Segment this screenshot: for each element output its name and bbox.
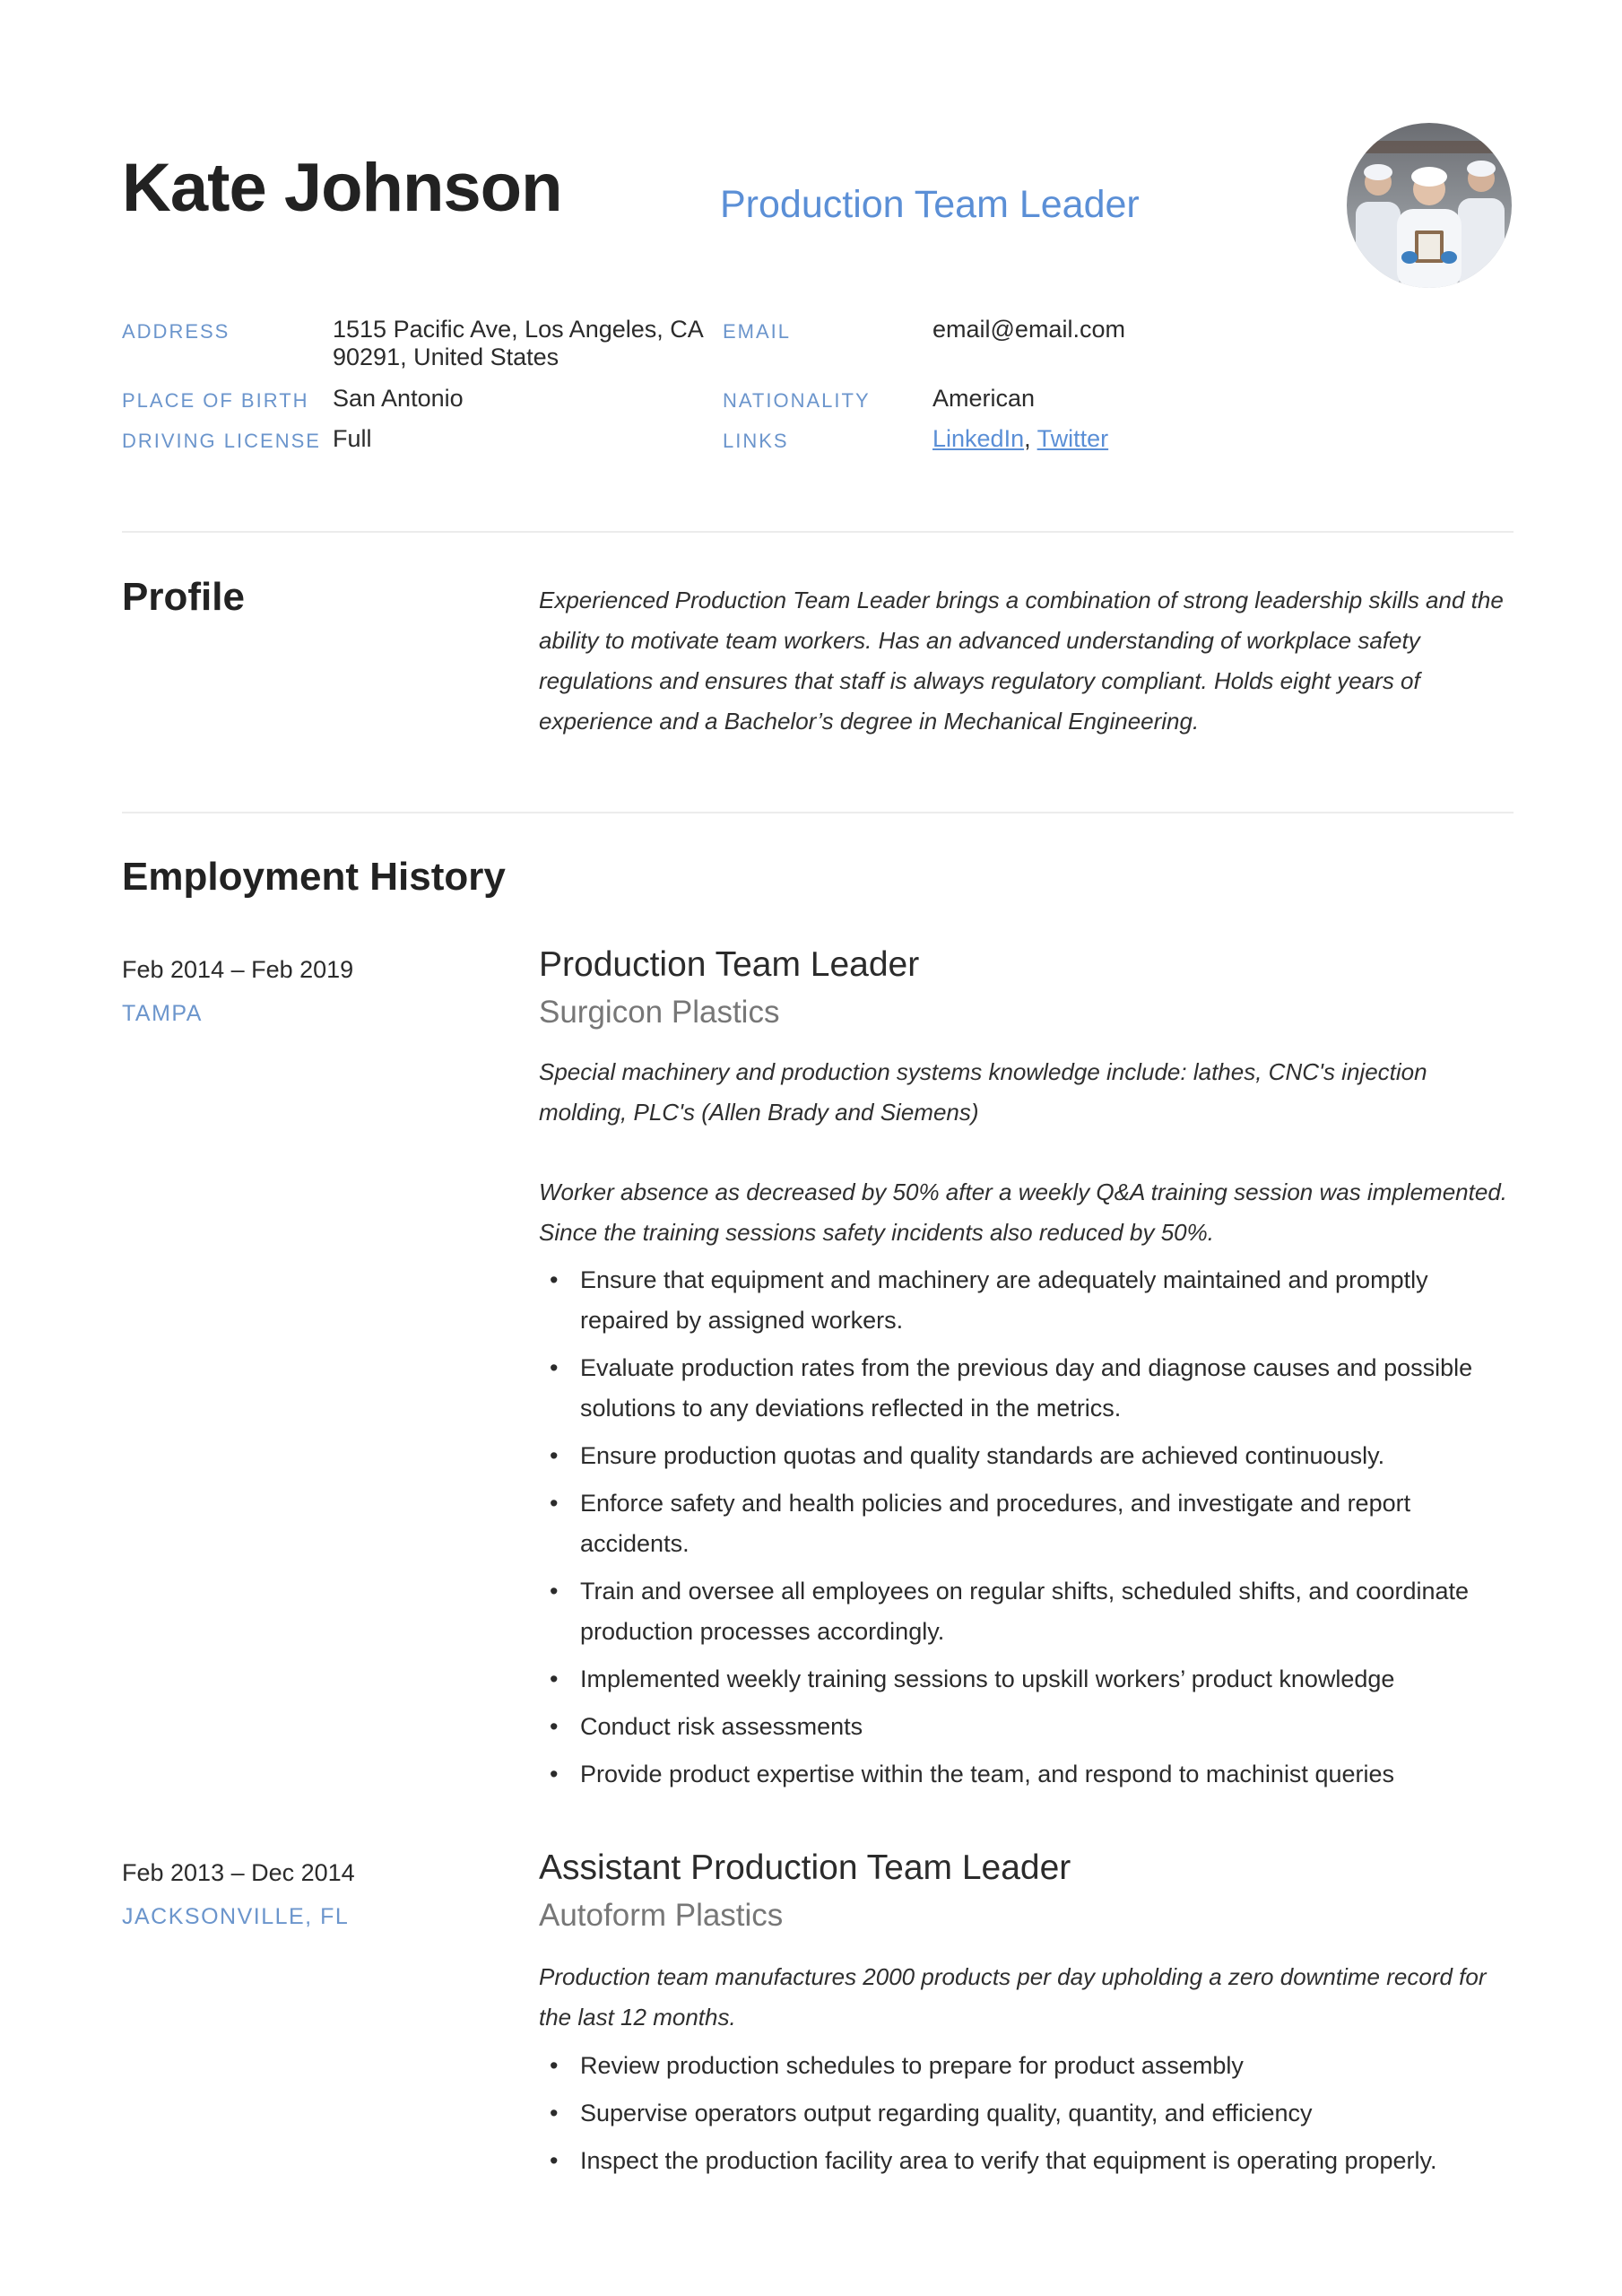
divider-top (122, 531, 1514, 533)
profile-text: Experienced Production Team Leader brings a combination of strong leadership skills and the ability to motivate team workers. Has an advanced understanding of workplace safety regulations and ensures that staff is always regulatory compliant. Holds eight years of experience and a Bachelor’s degree in Mechanical Engineering. (539, 587, 1504, 735)
list-item: • Enforce safety and health policies and procedures, and investigate and report accidents. (539, 1483, 1514, 1564)
job-2-role: Assistant Production Team Leader (539, 1848, 1071, 1887)
twitter-link[interactable]: Twitter (1037, 425, 1109, 452)
address-line-2: 90291, United States (333, 344, 559, 370)
employment-heading: Employment History (122, 855, 506, 899)
job-1-role: Production Team Leader (539, 945, 920, 984)
address-line-1: 1515 Pacific Ave, Los Angeles, CA (333, 316, 704, 343)
links-label: LINKS (723, 430, 789, 452)
job-2-bullets (539, 2046, 1514, 2188)
profile-photo (1347, 123, 1512, 288)
job-2-description-1: Production team manufactures 2000 products per day upholding a zero downtime record for the last 12 months. (539, 1963, 1487, 2031)
list-item: • Supervise operators output regarding quality, quantity, and efficiency (539, 2093, 1514, 2134)
address-label: ADDRESS (122, 320, 230, 343)
links-value (932, 425, 1108, 453)
job-1-description-2: Worker absence as decreased by 50% after a weekly Q&A training session was implemented. Since the training sessions safety incidents also reduced by 50%. (539, 1178, 1508, 1246)
license-label: DRIVING LICENSE (122, 430, 321, 452)
list-item: • Implemented weekly training sessions to upskill workers’ product knowledge (539, 1659, 1514, 1700)
email-label: EMAIL (723, 320, 792, 343)
list-item: • Review production schedules to prepare for product assembly (539, 2046, 1514, 2086)
email-value[interactable]: email@email.com (932, 316, 1125, 343)
profile-heading: Profile (122, 575, 245, 619)
job-2-city: JACKSONVILLE, FL (122, 1904, 350, 1929)
job-1-company: Surgicon Plastics (539, 995, 780, 1030)
list-item: • Train and oversee all employees on regular shifts, scheduled shifts, and coordinate production processes accordingly. (539, 1571, 1514, 1652)
job-2-company: Autoform Plastics (539, 1898, 784, 1933)
list-item: • Ensure production quotas and quality standards are achieved continuously. (539, 1436, 1514, 1476)
job-2-dates: Feb 2013 – Dec 2014 (122, 1859, 355, 1886)
birth-label: PLACE OF BIRTH (122, 389, 309, 412)
job-title: Production Team Leader (720, 183, 1140, 226)
birth-value: San Antonio (333, 385, 464, 412)
profile-photo-image (1347, 123, 1512, 288)
candidate-name: Kate Johnson (122, 150, 562, 226)
job-1-bullets (539, 1260, 1514, 1802)
links-separator: , (1024, 425, 1031, 452)
job-1-city: TAMPA (122, 1001, 203, 1026)
job-1-dates: Feb 2014 – Feb 2019 (122, 956, 354, 983)
divider-middle (122, 812, 1514, 813)
list-item: • Conduct risk assessments (539, 1707, 1514, 1747)
list-item: • Inspect the production facility area to verify that equipment is operating properly. (539, 2141, 1514, 2181)
job-1-description-1: Special machinery and production systems knowledge include: lathes, CNC's injection molding, PLC's (Allen Brady and Siemens) (539, 1058, 1427, 1126)
license-value: Full (333, 425, 372, 452)
list-item: • Ensure that equipment and machinery are adequately maintained and promptly repaired by assigned workers. (539, 1260, 1514, 1341)
list-item: • Provide product expertise within the team, and respond to machinist queries (539, 1754, 1514, 1795)
linkedin-link[interactable]: LinkedIn (932, 425, 1025, 452)
list-item: • Evaluate production rates from the previous day and diagnose causes and possible solutions to any deviations reflected in the metrics. (539, 1348, 1514, 1429)
nationality-label: NATIONALITY (723, 389, 871, 412)
nationality-value: American (932, 385, 1036, 412)
